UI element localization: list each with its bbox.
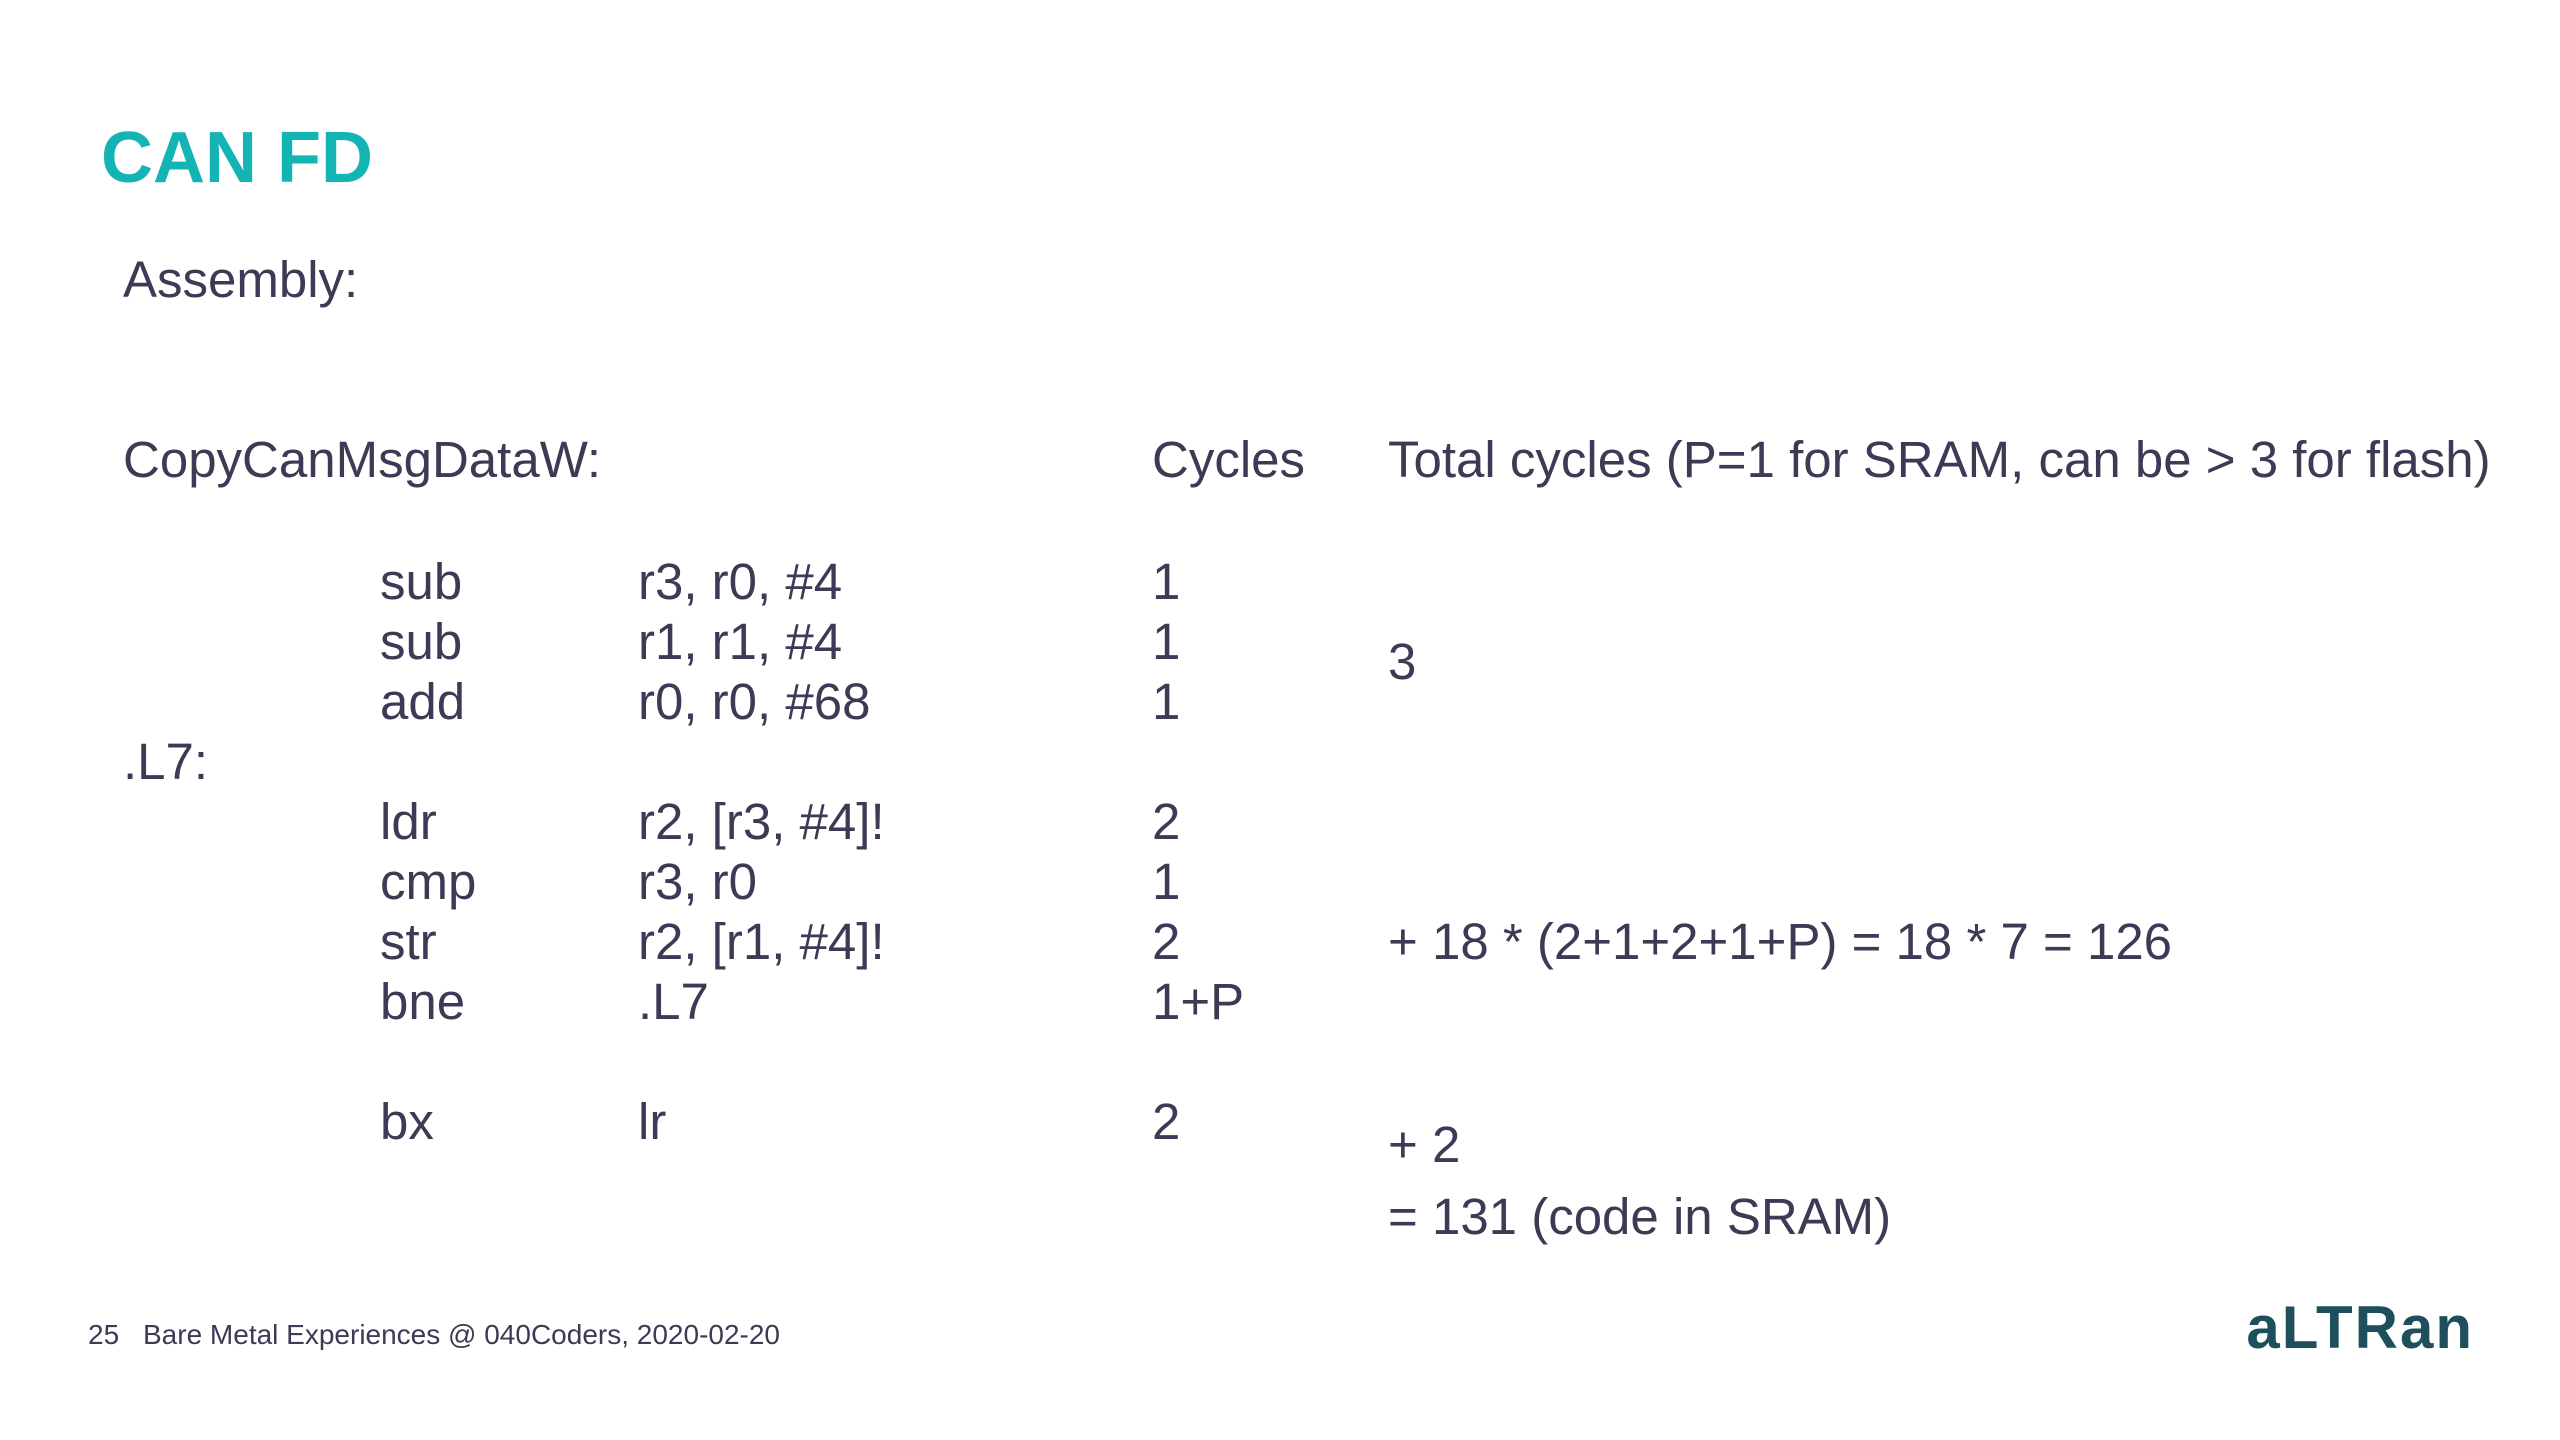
altran-logo: aLTRan xyxy=(2246,1294,2474,1361)
instruction-args: r3, r0, #4 xyxy=(638,553,843,610)
loop-label: .L7: xyxy=(123,733,209,790)
instruction-cycles: 1 xyxy=(1152,613,1181,670)
instruction-cycles: 1+P xyxy=(1152,973,1245,1030)
slide-subtitle: Assembly: xyxy=(123,251,359,308)
return-total: + 2 xyxy=(1388,1116,1461,1173)
instruction-op: sub xyxy=(380,613,463,670)
instruction-args: r2, [r3, #4]! xyxy=(638,793,885,850)
instruction-cycles: 1 xyxy=(1152,673,1181,730)
total-cycles-header: Total cycles (P=1 for SRAM, can be > 3 for flash) xyxy=(1388,431,2491,488)
instruction-op: bne xyxy=(380,973,466,1030)
setup-total: 3 xyxy=(1388,633,1417,690)
footer-text: Bare Metal Experiences @ 040Coders, 2020-02-20 xyxy=(143,1319,780,1350)
loop-total: + 18 * (2+1+2+1+P) = 18 * 7 = 126 xyxy=(1388,913,2173,970)
instruction-cycles: 2 xyxy=(1152,1093,1181,1150)
instruction-op: ldr xyxy=(380,793,437,850)
grand-total: = 131 (code in SRAM) xyxy=(1388,1188,1892,1245)
instruction-args: r2, [r1, #4]! xyxy=(638,913,885,970)
instruction-args: lr xyxy=(638,1093,667,1150)
instruction-op: add xyxy=(380,673,466,730)
instruction-args: r3, r0 xyxy=(638,853,758,910)
slide-title: CAN FD xyxy=(101,118,373,198)
cycles-header: Cycles xyxy=(1152,431,1306,488)
instruction-cycles: 1 xyxy=(1152,853,1181,910)
instruction-op: cmp xyxy=(380,853,477,910)
instruction-args: r1, r1, #4 xyxy=(638,613,843,670)
function-label: CopyCanMsgDataW: xyxy=(123,431,602,488)
instruction-op: str xyxy=(380,913,437,970)
instruction-args: .L7 xyxy=(638,973,709,1030)
page-number: 25 xyxy=(88,1319,120,1350)
instruction-cycles: 2 xyxy=(1152,913,1181,970)
instruction-args: r0, r0, #68 xyxy=(638,673,871,730)
instruction-cycles: 2 xyxy=(1152,793,1181,850)
instruction-op: sub xyxy=(380,553,463,610)
instruction-op: bx xyxy=(380,1093,434,1150)
instruction-cycles: 1 xyxy=(1152,553,1181,610)
